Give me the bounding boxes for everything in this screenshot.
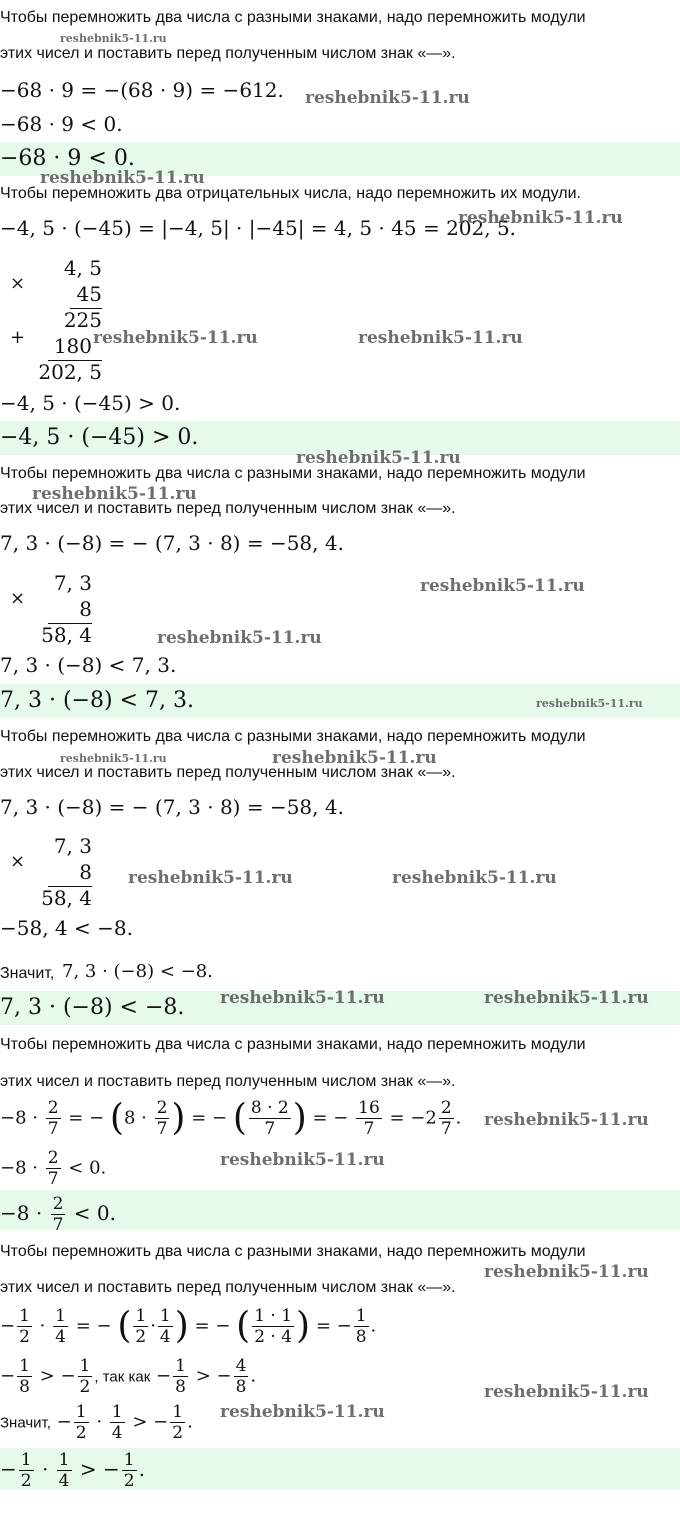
watermark: reshebnik5-11.ru [128,868,293,888]
rule-text: Чтобы перемножить два отрицательных числа, надо перемножить их модули. [0,185,581,202]
multiply-sign: × [10,588,26,609]
math-line-fraction: Значит, − $\frac{1}{2}$ · $\frac{1}{4}$ > − $\frac{1}{2}$ . [0,1402,193,1443]
watermark: reshebnik5-11.ru [60,752,167,765]
fraction: $\frac{8 \cdot 2}{7}$ [250,1098,289,1139]
sign: = − [312,1107,349,1129]
watermark: reshebnik5-11.ru [420,576,585,596]
rule-text: Чтобы перемножить два числа с разными знаками, надо перемножить модули [0,465,586,482]
term: −8 · [0,1107,38,1129]
multiply-sign: × [10,851,26,872]
fraction: $\frac{2}{7}$ [52,1194,64,1235]
rule-text: Чтобы перемножить два числа с разными знаками, надо перемножить модули [0,1036,586,1053]
watermark: reshebnik5-11.ru [484,1110,649,1130]
rule-text: этих чисел и поставить перед полученным числом знак «—». [0,1279,456,1296]
rule-text: этих чисел и поставить перед полученным числом знак «—». [0,764,456,781]
rule-text: этих чисел и поставить перед полученным числом знак «—». [0,500,456,517]
fraction: $\frac{1}{2}$ [75,1402,87,1443]
column-value: 8 [79,597,92,621]
fraction: $\frac{1}{4}$ [55,1306,66,1347]
answer: −4, 5 · (−45) > 0. [0,425,199,450]
fraction: $\frac{1}{8}$ [175,1356,186,1397]
rule-text: Чтобы перемножить два числа с разными знаками, надо перемножить модули [0,1243,586,1260]
term: 8 · [123,1107,147,1129]
fraction: $\frac{2}{7}$ [440,1098,452,1139]
watermark: reshebnik5-11.ru [40,168,205,188]
answer: −68 · 9 < 0. [0,146,135,171]
watermark: reshebnik5-11.ru [93,328,258,348]
math-line: −68 · 9 < 0. [0,112,123,136]
watermark: reshebnik5-11.ru [458,208,623,228]
answer: −8 · $\frac{2}{7}$ < 0. [0,1194,116,1235]
answer: − $\frac{1}{2}$ · $\frac{1}{4}$ > − $\frac{1}{2}$ . [0,1450,145,1491]
fraction: $\frac{1}{2}$ [19,1306,30,1347]
column-value: 180 [53,334,92,358]
rule-text: этих чисел и поставить перед полученным числом знак «—». [0,1073,456,1090]
math-line: −58, 4 < −8. [0,916,133,940]
fraction: $\frac{1}{2}$ [135,1306,147,1347]
conclusion-math: 7, 3 · (−8) < −8. [62,961,213,982]
watermark: reshebnik5-11.ru [305,88,470,108]
column-value: 45 [76,282,102,306]
column-value: 202, 5 [38,360,102,384]
watermark: reshebnik5-11.ru [60,32,167,45]
answer: 7, 3 · (−8) < −8. [0,995,185,1020]
math-line: −4, 5 · (−45) > 0. [0,391,181,415]
watermark: reshebnik5-11.ru [484,1262,649,1282]
rule-text: Чтобы перемножить два числа с разными знаками, надо перемножить модули [0,9,586,26]
sign: = − [68,1107,105,1129]
fraction: $\frac{16}{7}$ [358,1098,380,1139]
fraction: $\frac{1}{4}$ [159,1306,171,1347]
column-value: 225 [63,308,102,332]
watermark: reshebnik5-11.ru [358,328,523,348]
math-line: 7, 3 · (−8) < 7, 3. [0,653,177,677]
watermark: reshebnik5-11.ru [484,988,649,1008]
math-line-fraction: −8 · $\frac{2}{7}$ < 0. [0,1148,107,1189]
fraction: $\frac{2}{7}$ [47,1098,59,1139]
plus-sign: + [10,327,26,348]
math-line-fraction: −8 · $\frac{2}{7}$ = − (8 · $\frac{2}{7}$ ) = − ( $\frac{8 \cdot 2}{7}$ ) = − $\frac{16}{7}$ = −2 $\frac{2}{7}$ . [0,1097,462,1139]
fraction: $\frac{1}{4}$ [111,1402,123,1443]
sign: = −2 [389,1107,437,1129]
math-line: −68 · 9 = −(68 · 9) = −612. [0,78,284,102]
watermark: reshebnik5-11.ru [484,1382,649,1402]
multiply-sign: × [10,273,26,294]
watermark: reshebnik5-11.ru [220,1402,385,1422]
fraction: $\frac{1}{8}$ [19,1356,30,1397]
fraction: $\frac{4}{8}$ [235,1356,247,1397]
column-value: 58, 4 [41,623,92,647]
watermark: reshebnik5-11.ru [220,1150,385,1170]
watermark: reshebnik5-11.ru [157,628,322,648]
watermark: reshebnik5-11.ru [536,697,643,710]
math-line-fraction: − $\frac{1}{8}$ > − $\frac{1}{2}$ , так как − $\frac{1}{8}$ > − $\frac{4}{8}$ . [0,1356,257,1397]
column-value: 8 [79,860,92,884]
column-value: 4, 5 [63,256,102,280]
fraction: $\frac{1}{8}$ [355,1306,367,1347]
fraction: $\frac{1}{4}$ [58,1450,70,1491]
fraction: $\frac{1}{2}$ [172,1402,184,1443]
watermark: reshebnik5-11.ru [32,484,197,504]
column-value: 58, 4 [41,886,92,910]
fraction: $\frac{2}{7}$ [156,1098,168,1139]
math-line: −4, 5 · (−45) = |−4, 5| · |−45| = 4, 5 · 45 = 202, 5. [0,216,517,240]
math-line: 7, 3 · (−8) = − (7, 3 · 8) = −58, 4. [0,531,344,555]
rule-text: Чтобы перемножить два числа с разными знаками, надо перемножить модули [0,728,586,745]
column-value: 7, 3 [53,834,92,858]
sign: = − [191,1107,228,1129]
watermark: reshebnik5-11.ru [296,448,461,468]
watermark: reshebnik5-11.ru [272,748,437,768]
math-line: 7, 3 · (−8) = − (7, 3 · 8) = −58, 4. [0,795,344,819]
column-value: 7, 3 [53,571,92,595]
watermark: reshebnik5-11.ru [392,868,557,888]
math-line-fraction: − $\frac{1}{2}$ · $\frac{1}{4}$ = − ( $\frac{1}{2}$ · $\frac{1}{4}$ ) = − ( $\frac{1 \cdot 1}{2 \cdot 4}$ ) = − $\frac{1}{8}$ . [0,1305,377,1347]
fraction: $\frac{1}{2}$ [123,1450,135,1491]
rule-text: этих чисел и поставить перед полученным числом знак «—». [0,45,456,62]
watermark: reshebnik5-11.ru [220,988,385,1008]
fraction: $\frac{1 \cdot 1}{2 \cdot 4}$ [254,1306,293,1347]
fraction: $\frac{2}{7}$ [47,1148,59,1189]
fraction: $\frac{1}{2}$ [79,1356,91,1397]
conclusion-label: Значит, [0,965,55,982]
answer: 7, 3 · (−8) < 7, 3. [0,688,194,713]
fraction: $\frac{1}{2}$ [20,1450,32,1491]
